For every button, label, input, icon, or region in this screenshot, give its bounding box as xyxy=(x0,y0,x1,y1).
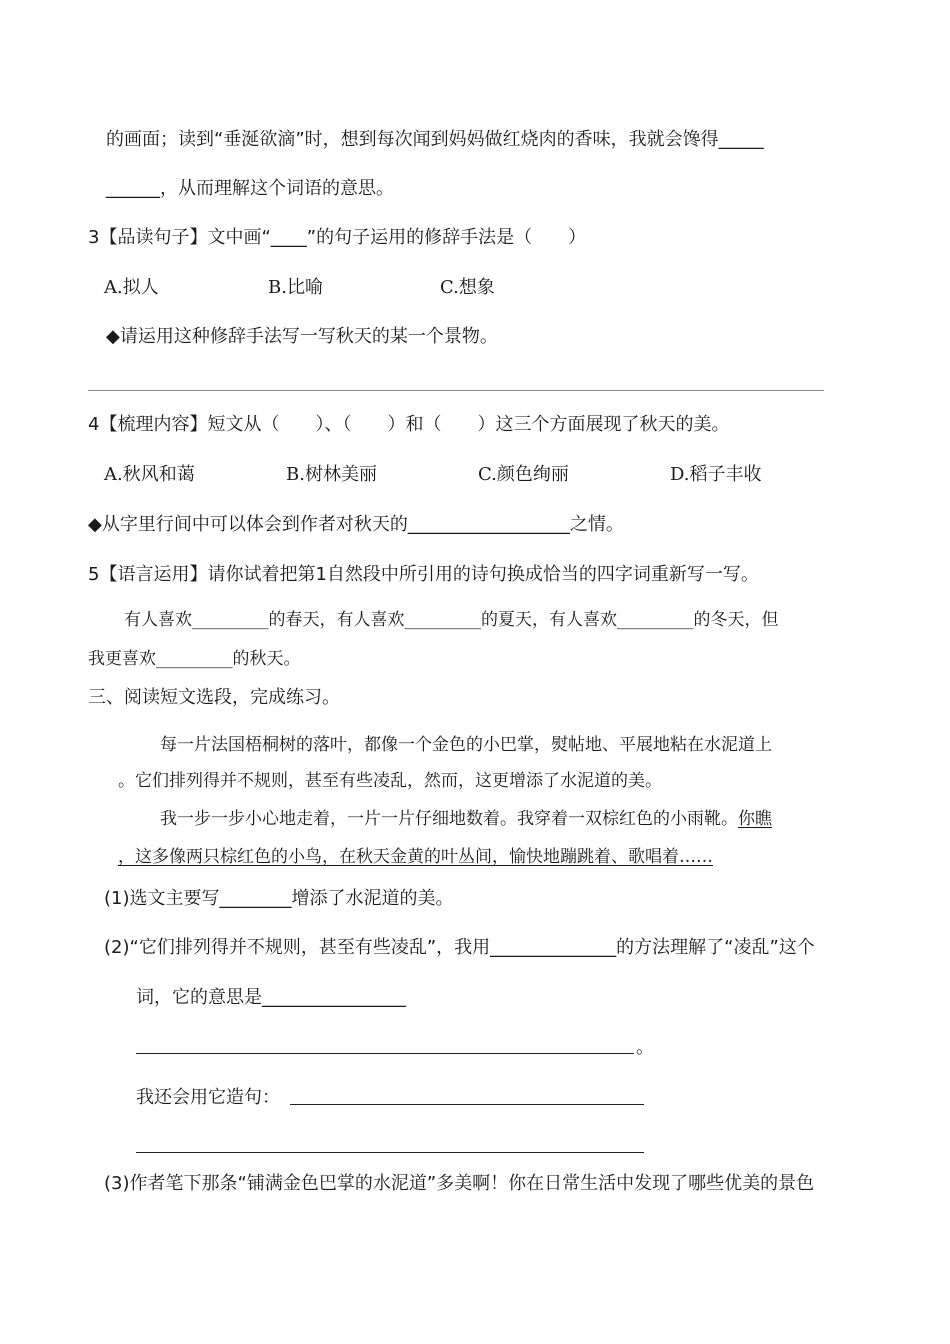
question-3: 3【品读句子】文中画“____”的句子运用的修辞手法是（ ） xyxy=(88,227,587,248)
text-line-2: ______，从而理解这个词语的意思。 xyxy=(106,178,394,199)
q4-task: ◆从字里行间中可以体会到作者对秋天的__________________之情。 xyxy=(88,514,624,535)
q3-option-b: B.比喻 xyxy=(268,277,323,298)
text-line-1: 的画面；读到“垂涎欲滴”时，想到每次闻到妈妈做红烧肉的香味，我就会馋得_____ xyxy=(106,129,764,150)
answer-line-sentence xyxy=(290,1104,644,1105)
answer-line-meaning xyxy=(136,1053,634,1054)
q3-task: ◆请运用这种修辞手法写一写秋天的某一个景物。 xyxy=(106,326,498,347)
sub-question-1: (1)选文主要写________增添了水泥道的美。 xyxy=(104,888,454,909)
answer-rule xyxy=(88,390,824,391)
passage-line-3-underlined: 你瞧 xyxy=(738,809,772,829)
sub-question-2-sentence: 我还会用它造句： xyxy=(136,1087,280,1108)
question-5: 5【语言运用】请你试着把第1自然段中所引用的诗句换成恰当的四字词重新写一写。 xyxy=(88,564,759,585)
sub-question-2: (2)“它们排列得并不规则，甚至有些凌乱”，我用______________的方法理解了“凌乱”这个 xyxy=(104,937,815,958)
q4-option-b: B.树林美丽 xyxy=(286,464,377,485)
answer-line-end: 。 xyxy=(636,1037,654,1058)
q3-option-c: C.想象 xyxy=(440,277,495,298)
q4-option-a: A.秋风和蔼 xyxy=(104,464,195,485)
q3-option-a: A.拟人 xyxy=(104,277,159,298)
sub-question-3: (3)作者笔下那条“铺满金色巴掌的水泥道”多美啊！你在日常生活中发现了哪些优美的景色 xyxy=(104,1173,815,1194)
section-3-heading: 三、阅读短文选段，完成练习。 xyxy=(88,687,340,708)
passage-line-3-plain: 我一步一步小心地走着，一片一片仔细地数着。我穿着一双棕红色的小雨靴。 xyxy=(160,809,738,829)
q5-line-1: 有人喜欢_________的春天，有人喜欢_________的夏天，有人喜欢_________的冬天，但 xyxy=(124,610,779,630)
q4-option-c: C.颜色绚丽 xyxy=(478,464,569,485)
sub-question-2-meaning: 词，它的意思是________________ xyxy=(136,987,406,1008)
answer-line-extra xyxy=(136,1152,644,1153)
question-4: 4【梳理内容】短文从（ ）、（ ）和（ ）这三个方面展现了秋天的美。 xyxy=(88,414,730,435)
passage-line-1: 每一片法国梧桐树的落叶，都像一个金色的小巴掌，熨帖地、平展地粘在水泥道上 xyxy=(160,735,772,755)
passage-line-2: 。它们排列得并不规则，甚至有些凌乱，然而，这更增添了水泥道的美。 xyxy=(118,771,662,791)
q4-option-d: D.稻子丰收 xyxy=(670,464,762,485)
passage-line-3 xyxy=(160,807,772,831)
q5-line-2: 我更喜欢_________的秋天。 xyxy=(88,649,301,669)
passage-line-4-underlined: ，这多像两只棕红色的小鸟，在秋天金黄的叶丛间，愉快地蹦跳着、歌唱着…… xyxy=(118,847,713,867)
